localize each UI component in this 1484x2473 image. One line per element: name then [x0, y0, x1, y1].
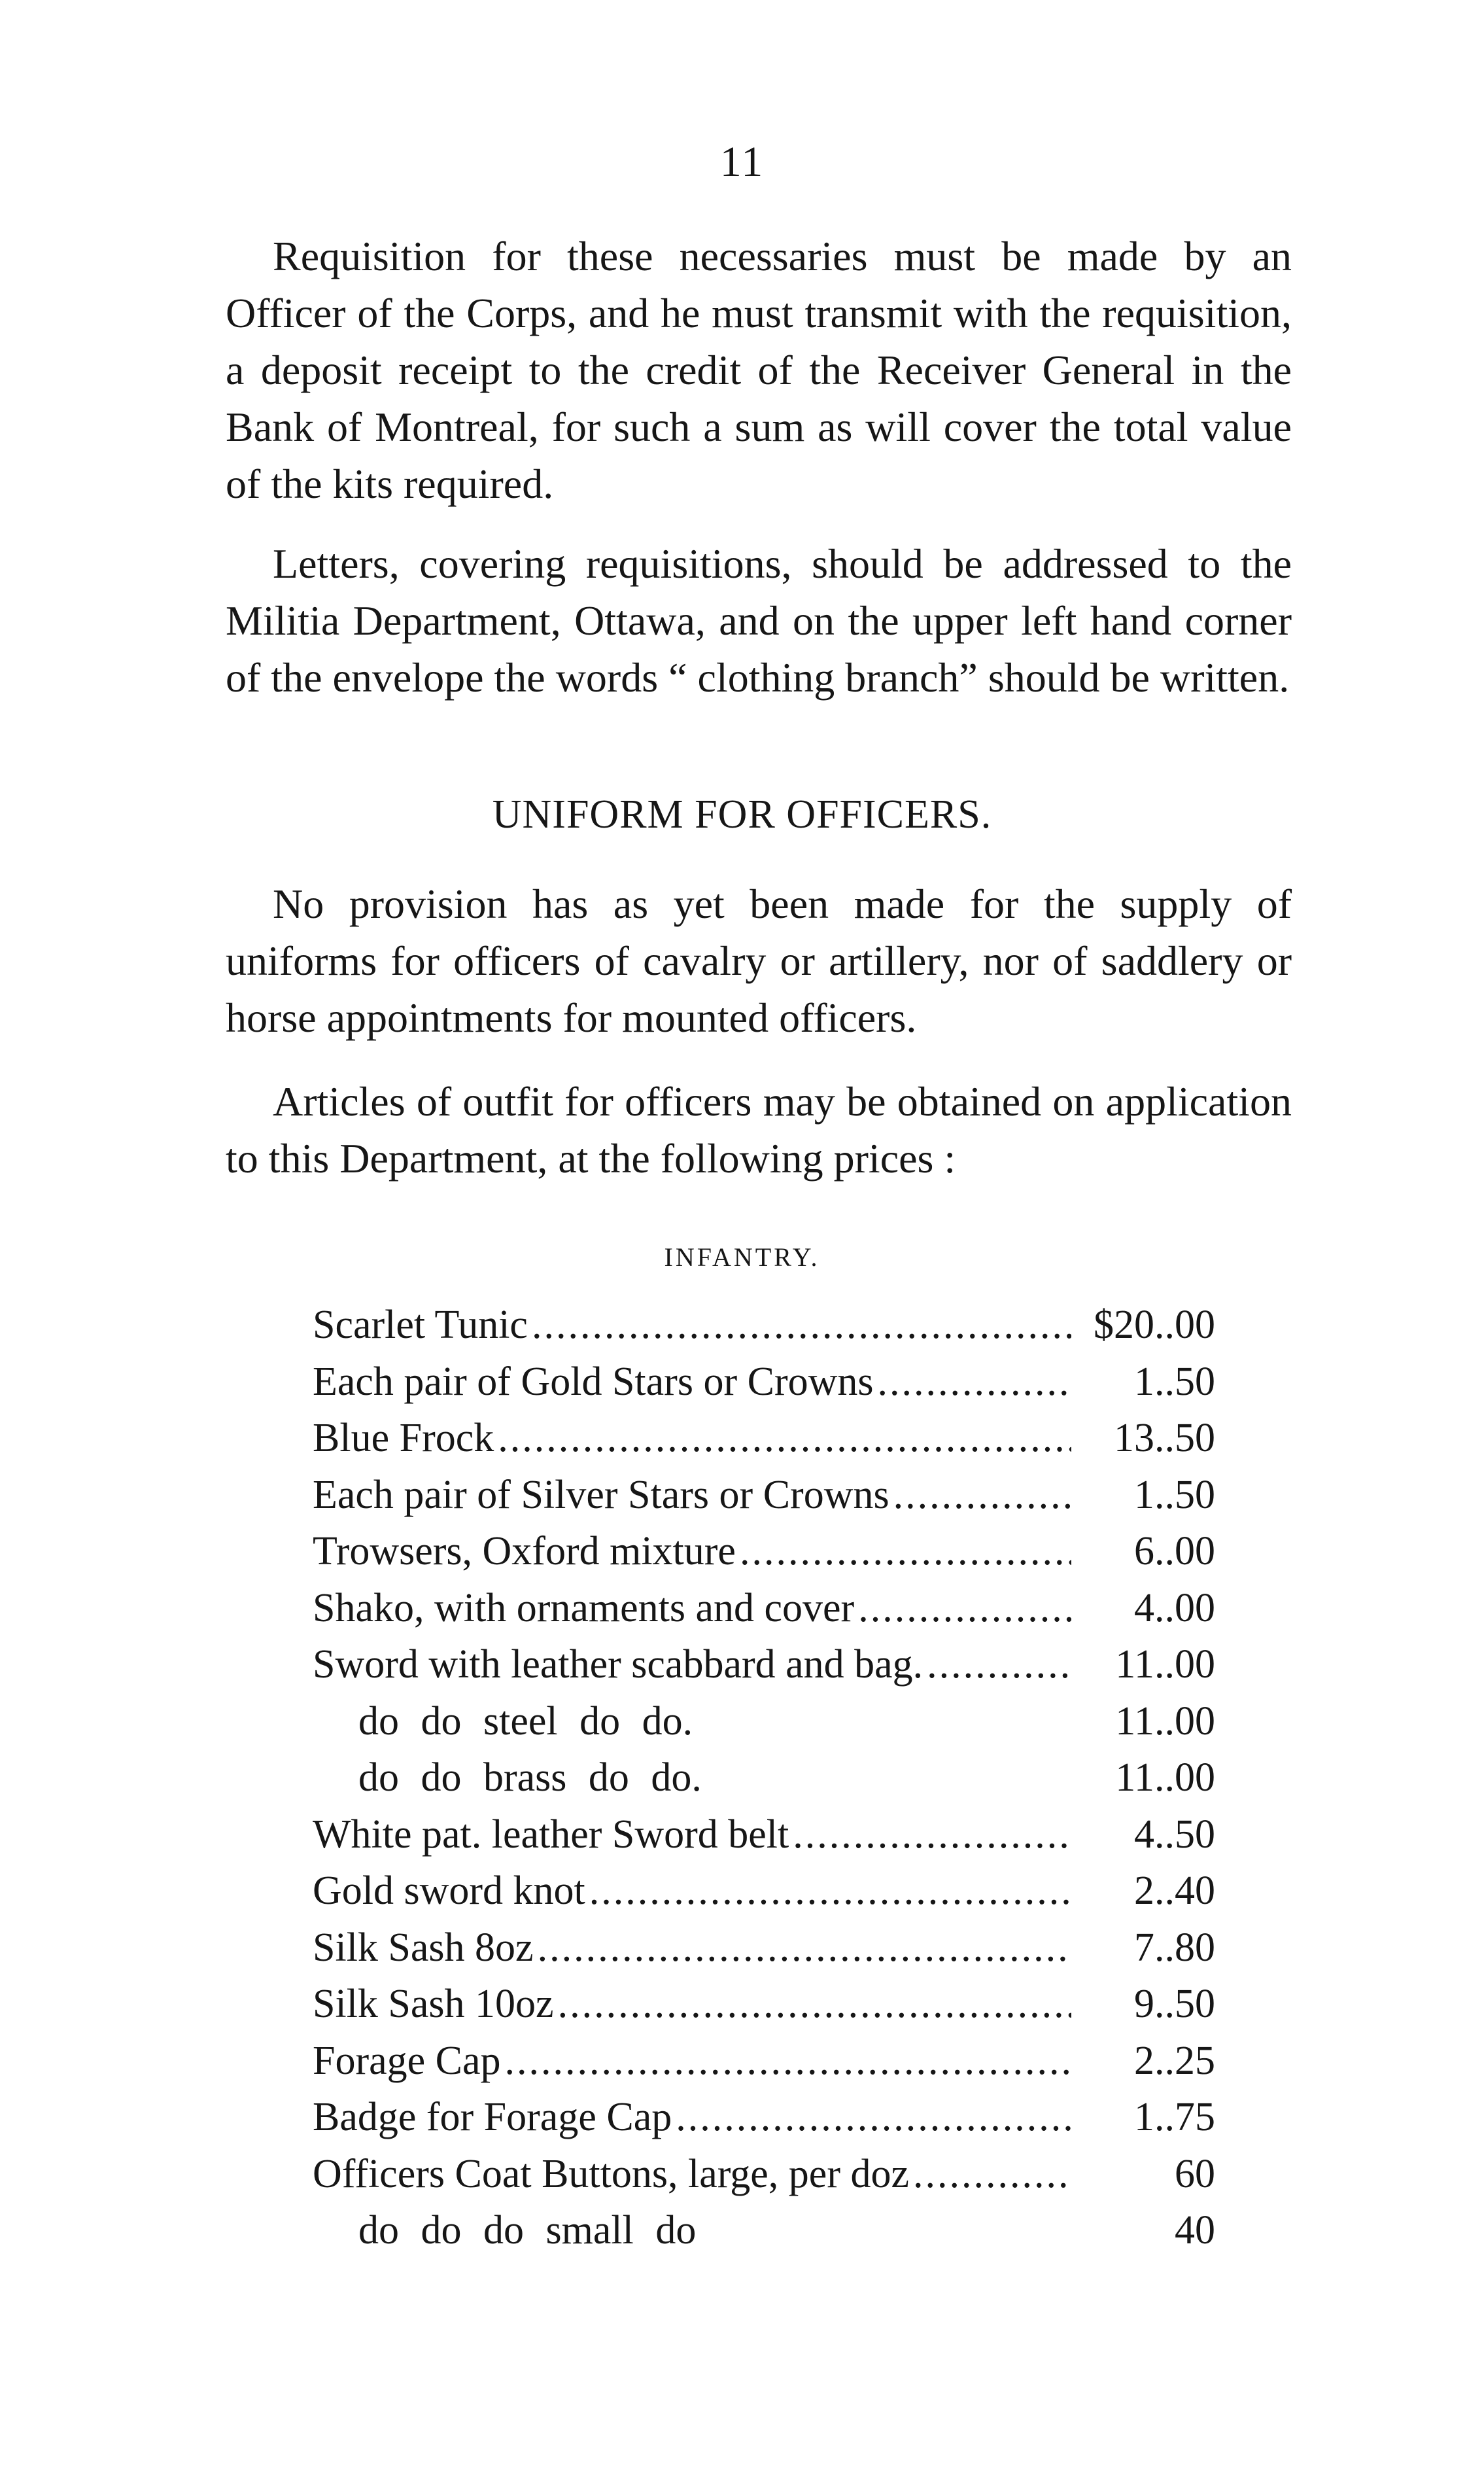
- price-list-subheading: INFANTRY.: [664, 1242, 820, 1272]
- item-name: White pat. leather Sword belt: [313, 1812, 789, 1857]
- item-price: 2..25: [1134, 2038, 1215, 2083]
- dot-leader: [676, 2094, 1071, 2141]
- item-price: 6..00: [1134, 1529, 1215, 1573]
- item-name: Silk Sash 8oz: [313, 1925, 534, 1970]
- price-row: [313, 1302, 1215, 1359]
- price-list: [313, 1302, 1215, 2264]
- price-row: [313, 1755, 1215, 1812]
- dot-leader: [793, 1812, 1071, 1858]
- item-price: 1..50: [1134, 1472, 1215, 1517]
- item-name: do do brass do do.: [358, 1755, 702, 1800]
- item-name: Scarlet Tunic: [313, 1303, 528, 1347]
- dot-leader: [893, 1472, 1071, 1518]
- item-name: Each pair of Gold Stars or Crowns: [313, 1359, 874, 1404]
- price-row: [313, 1698, 1215, 1755]
- dot-leader: [589, 1868, 1071, 1914]
- item-price: $20..00: [1094, 1303, 1215, 1347]
- price-row: [313, 1359, 1215, 1416]
- dot-leader: [740, 1528, 1071, 1575]
- item-name: Each pair of Silver Stars or Crowns: [313, 1472, 889, 1517]
- section-heading: UNIFORM FOR OFFICERS.: [492, 792, 992, 837]
- item-price: 7..80: [1134, 1925, 1215, 1970]
- price-row: [313, 1528, 1215, 1585]
- dot-leader: [498, 1415, 1071, 1462]
- price-row: [313, 1868, 1215, 1925]
- dot-leader: [878, 1359, 1072, 1405]
- paragraph-text: Articles of outfit for officers may be obtained on application to this Department, at the following prices :: [226, 1078, 1292, 1182]
- price-row: [313, 1472, 1215, 1529]
- dot-leader: [927, 1641, 1071, 1688]
- paragraph-articles: [226, 1073, 1292, 1187]
- paragraph-requisition: [226, 228, 1292, 512]
- item-price: 11..00: [1115, 1642, 1215, 1687]
- price-row: [313, 1415, 1215, 1472]
- item-price: 1..75: [1134, 2095, 1215, 2139]
- item-name: do do do small do: [358, 2208, 697, 2253]
- paragraph-text: Letters, covering requisitions, should be addressed to the Militia Department, Ottawa, and on the upper left hand corner of the envelope the words “ clothing branch” should be written.: [226, 540, 1292, 701]
- page-number: 11: [719, 138, 765, 186]
- paragraph-letters: [226, 535, 1292, 706]
- price-row: [313, 2207, 1215, 2264]
- item-name: Officers Coat Buttons, large, per doz: [313, 2151, 909, 2196]
- item-price: 1..50: [1134, 1359, 1215, 1404]
- price-row: [313, 1812, 1215, 1868]
- item-name: Silk Sash 10oz: [313, 1982, 554, 2026]
- price-row: [313, 2151, 1215, 2208]
- dot-leader: [558, 1981, 1071, 2027]
- paragraph-text: No provision has as yet been made for the supply of uniforms for officers of cavalry or artillery, nor of saddlery or horse appointments for mounted officers.: [226, 881, 1292, 1041]
- item-name: Trowsers, Oxford mixture: [313, 1529, 736, 1573]
- item-name: Forage Cap: [313, 2038, 501, 2083]
- item-name: Badge for Forage Cap: [313, 2095, 672, 2139]
- price-row: [313, 2038, 1215, 2095]
- price-row: [313, 1641, 1215, 1698]
- item-price: 40: [1175, 2208, 1215, 2253]
- item-price: 9..50: [1134, 1982, 1215, 2026]
- item-name: Shako, with ornaments and cover: [313, 1585, 855, 1630]
- item-name: Blue Frock: [313, 1416, 494, 1460]
- dot-leader: [913, 2151, 1071, 2198]
- item-price: 2..40: [1134, 1868, 1215, 1913]
- dot-leader: [538, 1925, 1071, 1971]
- item-price: 13..50: [1114, 1416, 1215, 1460]
- dot-leader: [532, 1302, 1071, 1348]
- item-name: Gold sword knot: [313, 1868, 585, 1913]
- item-price: 60: [1175, 2151, 1215, 2196]
- paragraph-text: Requisition for these necessaries must be made by an Officer of the Corps, and he must transmit with the requisition, a deposit receipt to the credit of the Receiver General in the Bank of Montreal, for such a sum as will cover the total value of the kits required.: [226, 233, 1292, 507]
- price-row: [313, 1585, 1215, 1642]
- paragraph-provision: [226, 875, 1292, 1046]
- item-name: Sword with leather scabbard and bag.: [313, 1642, 923, 1687]
- item-price: 4..00: [1134, 1585, 1215, 1630]
- dot-leader: [858, 1585, 1071, 1632]
- item-price: 11..00: [1115, 1755, 1215, 1800]
- price-row: [313, 1925, 1215, 1982]
- price-row: [313, 2094, 1215, 2151]
- price-row: [313, 1981, 1215, 2038]
- dot-leader: [505, 2038, 1071, 2084]
- item-price: 11..00: [1115, 1698, 1215, 1744]
- item-name: do do steel do do.: [358, 1698, 693, 1744]
- item-price: 4..50: [1134, 1812, 1215, 1857]
